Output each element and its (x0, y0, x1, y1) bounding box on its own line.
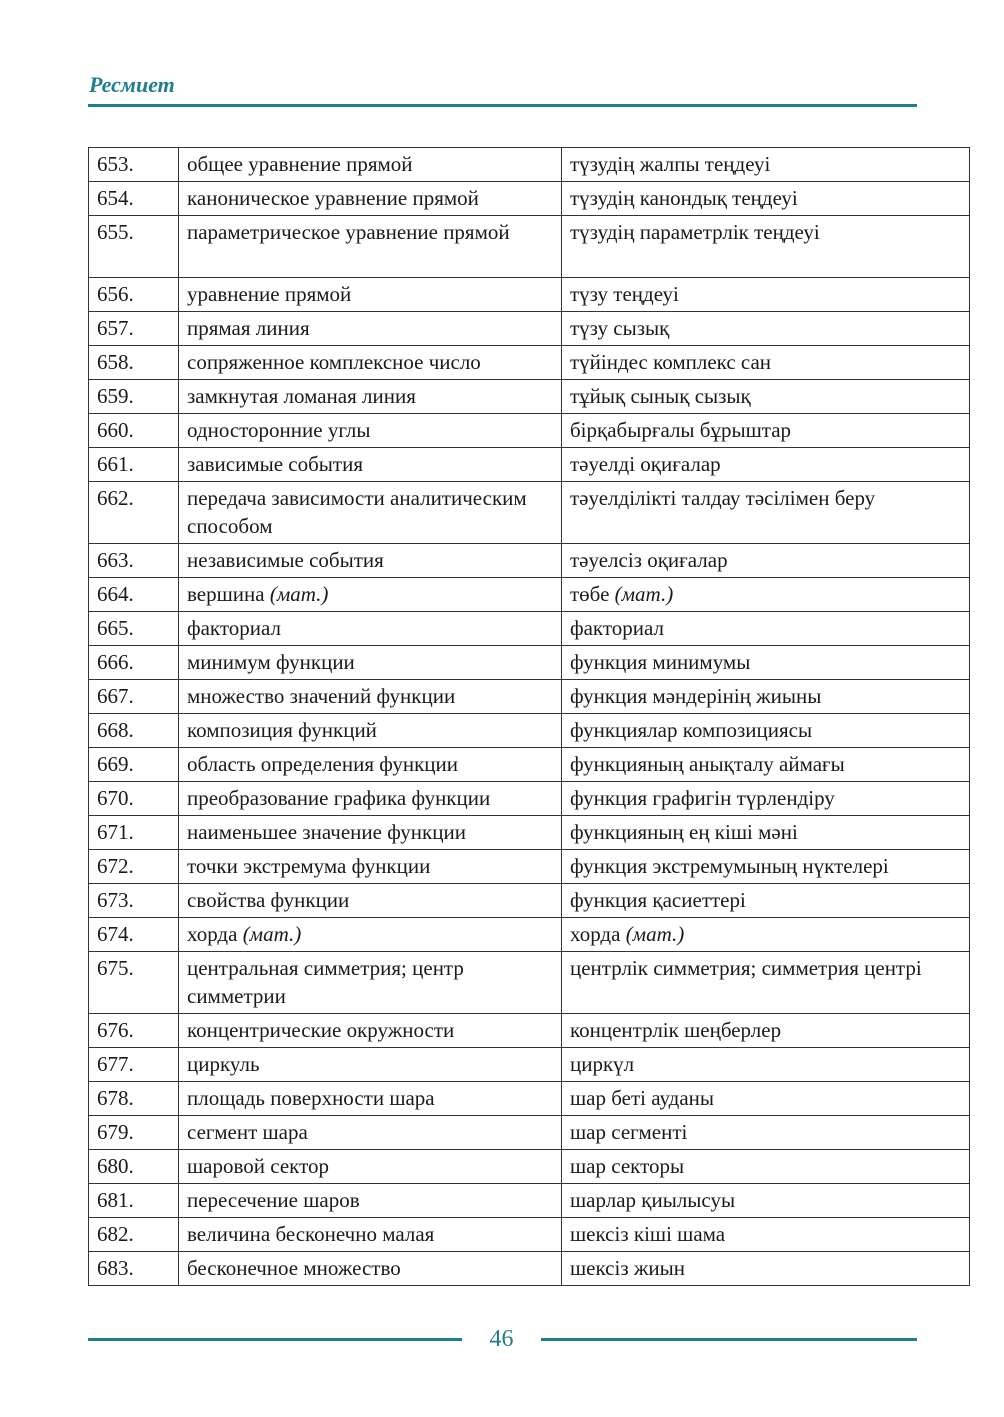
russian-term: сегмент шара (179, 1116, 562, 1150)
russian-term: множество значений функции (179, 680, 562, 714)
kazakh-term: тәуелсіз оқиғалар (562, 544, 970, 578)
entry-number: 666. (89, 646, 179, 680)
entry-number: 674. (89, 918, 179, 952)
table-row (89, 1116, 970, 1150)
kazakh-term: тұйық сынық сызық (562, 380, 970, 414)
russian-term: бесконечное множество (179, 1252, 562, 1286)
table-row (89, 1184, 970, 1218)
kazakh-term: тәуелді оқиғалар (562, 448, 970, 482)
entry-number: 678. (89, 1082, 179, 1116)
russian-term: величина бесконечно малая (179, 1218, 562, 1252)
table-row (89, 278, 970, 312)
kazakh-term: шарлар қиылысуы (562, 1184, 970, 1218)
kazakh-term: функция экстремумының нүктелері (562, 850, 970, 884)
header-rule (88, 104, 917, 107)
russian-term-text: хорда (187, 922, 238, 946)
kazakh-term: шексіз кіші шама (562, 1218, 970, 1252)
entry-number: 672. (89, 850, 179, 884)
entry-number: 676. (89, 1014, 179, 1048)
entry-number: 654. (89, 182, 179, 216)
entry-number: 665. (89, 612, 179, 646)
russian-term: передача зависимости аналитическим способом (179, 482, 562, 544)
kazakh-term: циркүл (562, 1048, 970, 1082)
russian-term: центральная симметрия; центр симметрии (179, 952, 562, 1014)
entry-number: 661. (89, 448, 179, 482)
footer-rule-right (541, 1338, 917, 1341)
running-header-title: Ресмиет (89, 72, 175, 97)
entry-number: 682. (89, 1218, 179, 1252)
subject-tag: (мат.) (269, 582, 329, 606)
russian-term (179, 918, 562, 952)
glossary-table-body (89, 148, 970, 1286)
russian-term: параметрическое уравнение прямой (179, 216, 562, 278)
entry-number: 673. (89, 884, 179, 918)
russian-term: факториал (179, 612, 562, 646)
kazakh-term: функция графигін түрлендіру (562, 782, 970, 816)
table-row (89, 1218, 970, 1252)
entry-number: 660. (89, 414, 179, 448)
table-row (89, 748, 970, 782)
kazakh-term: центрлік симметрия; симметрия центрі (562, 952, 970, 1014)
table-row (89, 380, 970, 414)
entry-number: 667. (89, 680, 179, 714)
kazakh-term: функциялар композициясы (562, 714, 970, 748)
entry-number: 664. (89, 578, 179, 612)
table-row (89, 346, 970, 380)
table-row (89, 918, 970, 952)
table-row (89, 148, 970, 182)
table-row (89, 884, 970, 918)
table-row (89, 544, 970, 578)
entry-number: 662. (89, 482, 179, 544)
kazakh-term (562, 578, 970, 612)
table-row (89, 182, 970, 216)
entry-number: 677. (89, 1048, 179, 1082)
entry-number: 679. (89, 1116, 179, 1150)
russian-term: каноническое уравнение прямой (179, 182, 562, 216)
table-row (89, 578, 970, 612)
kazakh-term-text: төбе (570, 582, 610, 606)
russian-term: минимум функции (179, 646, 562, 680)
entry-number: 681. (89, 1184, 179, 1218)
russian-term: общее уравнение прямой (179, 148, 562, 182)
table-row (89, 680, 970, 714)
kazakh-term: шар секторы (562, 1150, 970, 1184)
russian-term: площадь поверхности шара (179, 1082, 562, 1116)
table-row (89, 1048, 970, 1082)
subject-tag: (мат.) (614, 582, 674, 606)
entry-number: 658. (89, 346, 179, 380)
page-footer (88, 1325, 917, 1361)
table-row (89, 312, 970, 346)
kazakh-term: түзудің параметрлік теңдеуі (562, 216, 970, 278)
kazakh-term: түзу теңдеуі (562, 278, 970, 312)
glossary-table (88, 147, 970, 1286)
table-row (89, 646, 970, 680)
table-row (89, 782, 970, 816)
kazakh-term: түйіндес комплекс сан (562, 346, 970, 380)
russian-term: композиция функций (179, 714, 562, 748)
russian-term: свойства функции (179, 884, 562, 918)
kazakh-term: тәуелділікті талдау тәсілімен беру (562, 482, 970, 544)
entry-number: 671. (89, 816, 179, 850)
table-row (89, 448, 970, 482)
subject-tag: (мат.) (625, 922, 685, 946)
kazakh-term: факториал (562, 612, 970, 646)
russian-term: прямая линия (179, 312, 562, 346)
entry-number: 680. (89, 1150, 179, 1184)
russian-term: независимые события (179, 544, 562, 578)
entry-number: 657. (89, 312, 179, 346)
entry-number: 653. (89, 148, 179, 182)
entry-number: 656. (89, 278, 179, 312)
kazakh-term: бірқабырғалы бұрыштар (562, 414, 970, 448)
russian-term: односторонние углы (179, 414, 562, 448)
russian-term-text: вершина (187, 582, 265, 606)
entry-number: 683. (89, 1252, 179, 1286)
table-row (89, 216, 970, 278)
kazakh-term-text: хорда (570, 922, 621, 946)
kazakh-term: функция қасиеттері (562, 884, 970, 918)
table-row (89, 612, 970, 646)
kazakh-term: шар сегменті (562, 1116, 970, 1150)
subject-tag: (мат.) (242, 922, 302, 946)
russian-term: наименьшее значение функции (179, 816, 562, 850)
russian-term (179, 578, 562, 612)
kazakh-term: шексіз жиын (562, 1252, 970, 1286)
kazakh-term (562, 918, 970, 952)
russian-term: шаровой сектор (179, 1150, 562, 1184)
entry-number: 659. (89, 380, 179, 414)
russian-term: преобразование графика функции (179, 782, 562, 816)
russian-term: концентрические окружности (179, 1014, 562, 1048)
russian-term: зависимые события (179, 448, 562, 482)
kazakh-term: түзудің жалпы теңдеуі (562, 148, 970, 182)
table-row (89, 1252, 970, 1286)
russian-term: пересечение шаров (179, 1184, 562, 1218)
kazakh-term: функцияның ең кіші мәні (562, 816, 970, 850)
table-row (89, 714, 970, 748)
russian-term: область определения функции (179, 748, 562, 782)
table-row (89, 482, 970, 544)
table-row (89, 1150, 970, 1184)
entry-number: 675. (89, 952, 179, 1014)
table-row (89, 414, 970, 448)
table-row (89, 816, 970, 850)
kazakh-term: функция минимумы (562, 646, 970, 680)
kazakh-term: шар беті ауданы (562, 1082, 970, 1116)
kazakh-term: түзудің канондық теңдеуі (562, 182, 970, 216)
russian-term: циркуль (179, 1048, 562, 1082)
entry-number: 668. (89, 714, 179, 748)
footer-rule-left (88, 1338, 462, 1341)
table-row (89, 952, 970, 1014)
entry-number: 655. (89, 216, 179, 278)
kazakh-term: функцияның анықталу аймағы (562, 748, 970, 782)
page-number: 46 (489, 1326, 514, 1352)
kazakh-term: түзу сызық (562, 312, 970, 346)
russian-term: точки экстремума функции (179, 850, 562, 884)
entry-number: 669. (89, 748, 179, 782)
russian-term: сопряженное комплексное число (179, 346, 562, 380)
entry-number: 663. (89, 544, 179, 578)
table-row (89, 850, 970, 884)
entry-number: 670. (89, 782, 179, 816)
kazakh-term: функция мәндерінің жиыны (562, 680, 970, 714)
table-row (89, 1014, 970, 1048)
kazakh-term: концентрлік шеңберлер (562, 1014, 970, 1048)
russian-term: уравнение прямой (179, 278, 562, 312)
russian-term: замкнутая ломаная линия (179, 380, 562, 414)
table-row (89, 1082, 970, 1116)
